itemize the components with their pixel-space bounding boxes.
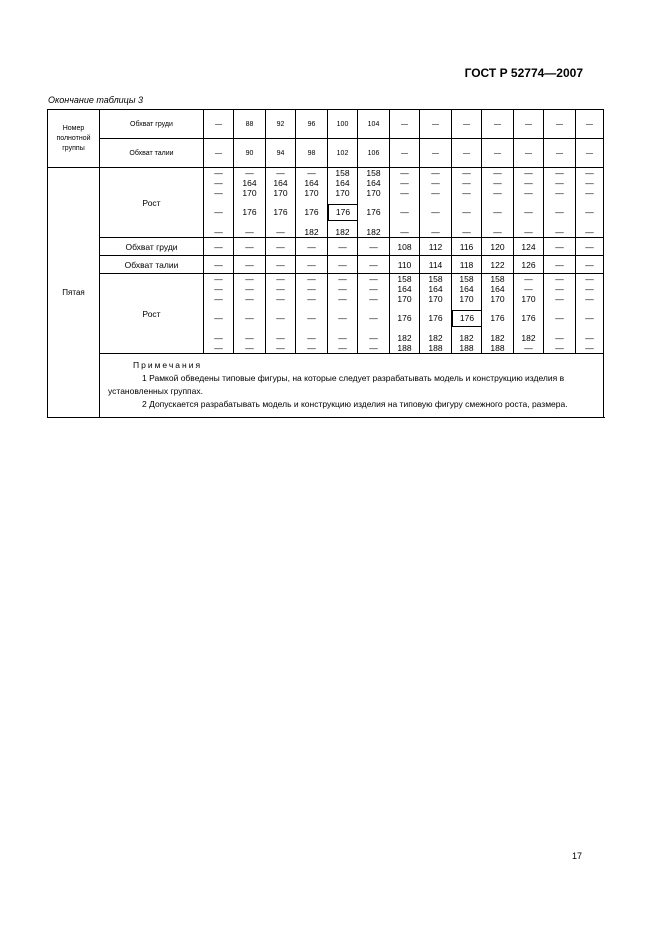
table-cell: 110 bbox=[390, 256, 420, 274]
table-cell: — bbox=[576, 256, 604, 274]
typical-figure-box: 176 bbox=[452, 310, 482, 327]
table-cell: — bbox=[204, 256, 234, 274]
rost-cell: — — — — — — bbox=[544, 274, 576, 354]
table-cell: — bbox=[544, 256, 576, 274]
table-cell: — bbox=[420, 139, 452, 168]
table-cell: 120 bbox=[482, 238, 514, 256]
rost-row bbox=[48, 168, 604, 238]
table-cell: 116 bbox=[452, 238, 482, 256]
table-cell: — bbox=[234, 238, 266, 256]
rost-cell: — — — — — bbox=[544, 168, 576, 238]
notes-row bbox=[48, 354, 604, 418]
rost-cell: — — — — — — bbox=[328, 274, 358, 354]
table-cell: — bbox=[204, 238, 234, 256]
rost-cell: — 164 170 176 — bbox=[266, 168, 296, 238]
typical-figure-box: 176 bbox=[328, 204, 358, 221]
rost-cell: 158 164 170 176 182 188 bbox=[482, 274, 514, 354]
table-cell: — bbox=[544, 139, 576, 168]
row-label: Обхват талии bbox=[100, 139, 204, 168]
table-cell: — bbox=[576, 238, 604, 256]
mid-row bbox=[48, 256, 604, 274]
table-cell: — bbox=[234, 256, 266, 274]
table-cell: — bbox=[296, 256, 328, 274]
rost-cell: 158 164 170 176 182 188 bbox=[390, 274, 420, 354]
table-caption: Окончание таблицы 3 bbox=[48, 95, 143, 105]
rost-cell: — 164 170 176 — bbox=[234, 168, 266, 238]
table-cell: 88 bbox=[234, 110, 266, 139]
table-cell: — bbox=[390, 110, 420, 139]
table-cell: — bbox=[328, 238, 358, 256]
row-label: Обхват груди bbox=[100, 238, 204, 256]
table-cell: — bbox=[514, 139, 544, 168]
rost-cell: — — — — — — bbox=[234, 274, 266, 354]
row-label: Обхват талии bbox=[100, 256, 204, 274]
table-cell: 100 bbox=[328, 110, 358, 139]
rost-cell: — — — — — bbox=[420, 168, 452, 238]
rost-cell: — — — — — — bbox=[266, 274, 296, 354]
table-cell: 90 bbox=[234, 139, 266, 168]
rost-cell: — — — — — bbox=[576, 168, 604, 238]
rost-label: Рост bbox=[100, 274, 204, 354]
table-cell: — bbox=[576, 139, 604, 168]
table-cell: — bbox=[358, 238, 390, 256]
rost-cell: — — — — — — bbox=[576, 274, 604, 354]
table-cell: 122 bbox=[482, 256, 514, 274]
table-cell: — bbox=[452, 110, 482, 139]
table-cell: 114 bbox=[420, 256, 452, 274]
header-row bbox=[48, 110, 604, 139]
rost-cell: 158 164 170 176 182 188 bbox=[452, 274, 482, 354]
table-cell: 106 bbox=[358, 139, 390, 168]
table-cell: — bbox=[576, 110, 604, 139]
table-cell: — bbox=[544, 238, 576, 256]
table-cell: 104 bbox=[358, 110, 390, 139]
table-cell: — bbox=[204, 110, 234, 139]
note-item: 2 Допускается разрабатывать модель и конструкцию изделия на типовую фигуру смежного роста, размера. bbox=[142, 399, 568, 409]
rost-cell: — — — — — — bbox=[358, 274, 390, 354]
header-row bbox=[48, 139, 604, 168]
table-cell: — bbox=[266, 238, 296, 256]
rost-cell: — — — — — — bbox=[296, 274, 328, 354]
mid-row bbox=[48, 238, 604, 256]
table-cell: 118 bbox=[452, 256, 482, 274]
rost-cell: 158 164 170 176 182 188 bbox=[420, 274, 452, 354]
notes bbox=[100, 354, 604, 418]
table-cell: 98 bbox=[296, 139, 328, 168]
rost-cell: — — — — — — bbox=[204, 274, 234, 354]
table-cell: — bbox=[358, 256, 390, 274]
table-cell: — bbox=[544, 110, 576, 139]
table-cell: 102 bbox=[328, 139, 358, 168]
document-code: ГОСТ Р 52774—2007 bbox=[464, 66, 583, 80]
table-cell: — bbox=[296, 238, 328, 256]
table-cell: — bbox=[204, 139, 234, 168]
rost-cell: — 164 170 176 182 bbox=[296, 168, 328, 238]
rost-cell: — — — — — bbox=[514, 168, 544, 238]
rost-cell: 158 164 170 176 182 bbox=[328, 168, 358, 238]
notes-title: Примечания bbox=[133, 360, 203, 370]
table-cell: 94 bbox=[266, 139, 296, 168]
rost-cell: — — — — — bbox=[452, 168, 482, 238]
rost-row bbox=[48, 274, 604, 354]
rost-cell: — — — — — bbox=[482, 168, 514, 238]
table-cell: — bbox=[514, 110, 544, 139]
row-label: Обхват груди bbox=[100, 110, 204, 139]
table-cell: — bbox=[266, 256, 296, 274]
rost-cell: 158 164 170 176 182 bbox=[358, 168, 390, 238]
group-name: Пятая bbox=[48, 168, 100, 418]
table-cell: 126 bbox=[514, 256, 544, 274]
table-cell: 124 bbox=[514, 238, 544, 256]
table-cell: — bbox=[482, 139, 514, 168]
table-cell: — bbox=[328, 256, 358, 274]
rost-cell: — — 170 176 182 — bbox=[514, 274, 544, 354]
table-cell: 92 bbox=[266, 110, 296, 139]
table-cell: — bbox=[390, 139, 420, 168]
table-cell: 108 bbox=[390, 238, 420, 256]
page-number: 17 bbox=[572, 851, 583, 861]
rost-cell: — — — — — bbox=[390, 168, 420, 238]
size-table bbox=[47, 109, 604, 418]
table-cell: — bbox=[482, 110, 514, 139]
rost-label: Рост bbox=[100, 168, 204, 238]
table-cell: 96 bbox=[296, 110, 328, 139]
group-header: Номер полнотной группы bbox=[48, 110, 100, 168]
note-item: 1 Рамкой обведены типовые фигуры, на которые следует разрабатывать модель и конструкцию изделия в установленных группах. bbox=[108, 373, 565, 396]
table-cell: — bbox=[452, 139, 482, 168]
rost-cell: — — — — — bbox=[204, 168, 234, 238]
table-cell: — bbox=[420, 110, 452, 139]
table-cell: 112 bbox=[420, 238, 452, 256]
